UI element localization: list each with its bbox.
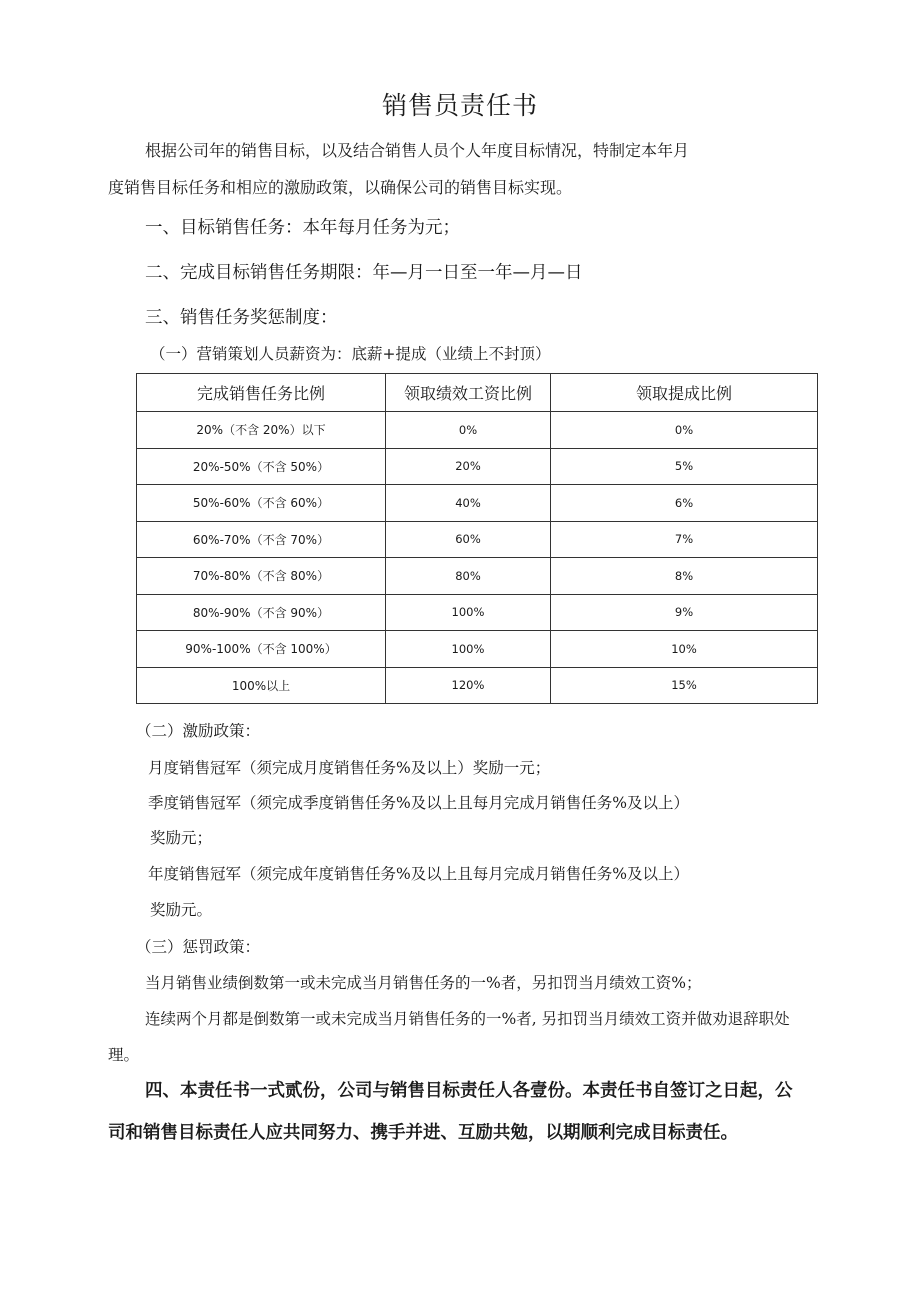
table-cell-commission: 8% [551, 558, 818, 595]
table-row [137, 521, 818, 558]
table-header-row [137, 374, 818, 412]
table-cell-commission: 5% [551, 448, 818, 485]
table-cell-range: 100%以上 [137, 667, 386, 704]
table-cell-range: 20%-50%（不含 50%） [137, 448, 386, 485]
table-cell-range: 70%-80%（不含 80%） [137, 558, 386, 595]
subsection-3-penalty: （三）惩罚政策： [136, 938, 261, 956]
commission-table [136, 373, 818, 704]
table-cell-commission: 0% [551, 412, 818, 449]
table-cell-commission: 10% [551, 631, 818, 668]
document-title: 销售员责任书 [381, 91, 538, 120]
section-4-line-1: 四、本责任书一式贰份，公司与销售目标责任人各壹份。本责任书自签订之日起，公 [145, 1081, 793, 1101]
incentive-quarterly: 季度销售冠军（须完成季度销售任务%及以上且每月完成月销售任务%及以上） [148, 794, 689, 812]
table-cell-salary: 0% [386, 412, 551, 449]
table-cell-salary: 120% [386, 667, 551, 704]
incentive-quarterly-reward: 奖励元； [150, 829, 213, 847]
table-cell-commission: 15% [551, 667, 818, 704]
table-cell-commission: 9% [551, 594, 818, 631]
table-row [137, 485, 818, 522]
incentive-monthly: 月度销售冠军（须完成月度销售任务%及以上）奖励一元； [148, 759, 551, 777]
table-cell-salary: 20% [386, 448, 551, 485]
table-row [137, 594, 818, 631]
table-cell-commission: 7% [551, 521, 818, 558]
table-cell-range: 50%-60%（不含 60%） [137, 485, 386, 522]
table-row [137, 558, 818, 595]
table-header-cell: 完成销售任务比例 [137, 374, 386, 412]
penalty-1: 当月销售业绩倒数第一或未完成当月销售任务的一%者，另扣罚当月绩效工资%； [145, 974, 702, 992]
section-4-line-2: 司和销售目标责任人应共同努力、携手并进、互励共勉，以期顺利完成目标责任。 [108, 1123, 738, 1143]
subsection-1-salary: （一）营销策划人员薪资为：底薪+提成（业绩上不封顶） [150, 345, 551, 363]
incentive-annual: 年度销售冠军（须完成年度销售任务%及以上且每月完成月销售任务%及以上） [148, 865, 689, 883]
table-cell-salary: 100% [386, 594, 551, 631]
intro-line-2: 度销售目标任务和相应的激励政策，以确保公司的销售目标实现。 [108, 178, 573, 197]
table-cell-range: 60%-70%（不含 70%） [137, 521, 386, 558]
subsection-2-incentive: （二）激励政策： [136, 722, 261, 740]
table-cell-salary: 40% [386, 485, 551, 522]
table-row [137, 412, 818, 449]
table-cell-commission: 6% [551, 485, 818, 522]
section-1-sales-target: 一、目标销售任务：本年每月任务为元； [145, 218, 460, 238]
table-row [137, 667, 818, 704]
table-cell-range: 20%（不含 20%）以下 [137, 412, 386, 449]
table-cell-salary: 100% [386, 631, 551, 668]
table-row [137, 631, 818, 668]
table-cell-range: 80%-90%（不含 90%） [137, 594, 386, 631]
table-cell-salary: 60% [386, 521, 551, 558]
penalty-2-line-2: 理。 [108, 1046, 140, 1064]
table-row [137, 448, 818, 485]
penalty-2-line-1: 连续两个月都是倒数第一或未完成当月销售任务的一%者, 另扣罚当月绩效工资并做劝退辞职处 [145, 1010, 790, 1028]
table-header-cell: 领取提成比例 [551, 374, 818, 412]
incentive-annual-reward: 奖励元。 [150, 901, 213, 919]
table-header-cell: 领取绩效工资比例 [386, 374, 551, 412]
table-cell-range: 90%-100%（不含 100%） [137, 631, 386, 668]
table-cell-salary: 80% [386, 558, 551, 595]
section-2-deadline: 二、完成目标销售任务期限：年—月一日至一年—月—日 [145, 263, 583, 283]
section-3-reward-penalty: 三、销售任务奖惩制度： [145, 308, 338, 328]
intro-line-1: 根据公司年的销售目标，以及结合销售人员个人年度目标情况，特制定本年月 [145, 141, 690, 160]
